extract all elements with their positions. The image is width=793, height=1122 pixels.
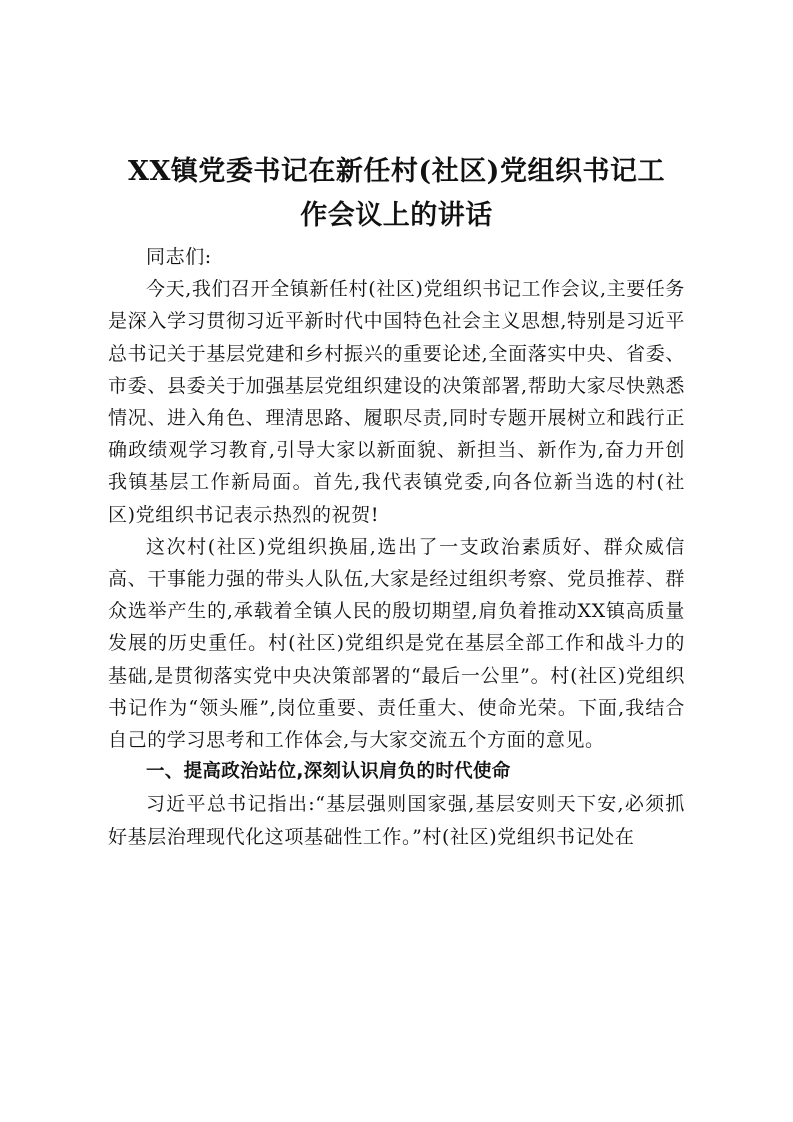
- title-line-2: 作会议上的讲话: [300, 200, 493, 231]
- paragraph-1: 今天,我们召开全镇新任村(社区)党组织书记工作会议,主要任务是深入学习贯彻习近平新时代中国特色社会主义思想,特别是习近平总书记关于基层党建和乡村振兴的重要论述,全面落实中央、省委、市委、县委关于加强基层党组织建设的决策部署,帮助大家尽快熟悉情况、进入角色、理清思路、履职尽责,同时专题开展树立和践行正确政绩观学习教育,引导大家以新面貌、新担当、新作为,奋力开创我镇基层工作新局面。首先,我代表镇党委,向各位新当选的村(社区)党组织书记表示热烈的祝贺!: [108, 278, 685, 526]
- section-heading-1: 一、提高政治站位,深刻认识肩负的时代使命: [146, 761, 511, 783]
- paragraph-2: 这次村(社区)党组织换届,选出了一支政治素质好、群众威信高、干事能力强的带头人队伍,大家是经过组织考察、党员推荐、群众选举产生的,承载着全镇人民的殷切期望,肩负着推动XX镇高质量发展的历史重任。村(社区)党组织是党在基层全部工作和战斗力的基础,是贯彻落实党中央决策部署的“最后一公里”。村(社区)党组织书记作为“领头雁”,岗位重要、责任重大、使命光荣。下面,我结合自己的学习思考和工作体会,与大家交流五个方面的意见。: [108, 535, 685, 752]
- document-body: [108, 241, 685, 853]
- greeting: 同志们:: [146, 246, 212, 268]
- title-line-1: XX镇党委书记在新任村(社区)党组织书记工: [128, 156, 665, 187]
- document-title: [108, 150, 685, 238]
- paragraph-3: 习近平总书记指出:“基层强则国家强,基层安则天下安,必须抓好基层治理现代化这项基础性工作。”村(社区)党组织书记处在: [108, 793, 685, 848]
